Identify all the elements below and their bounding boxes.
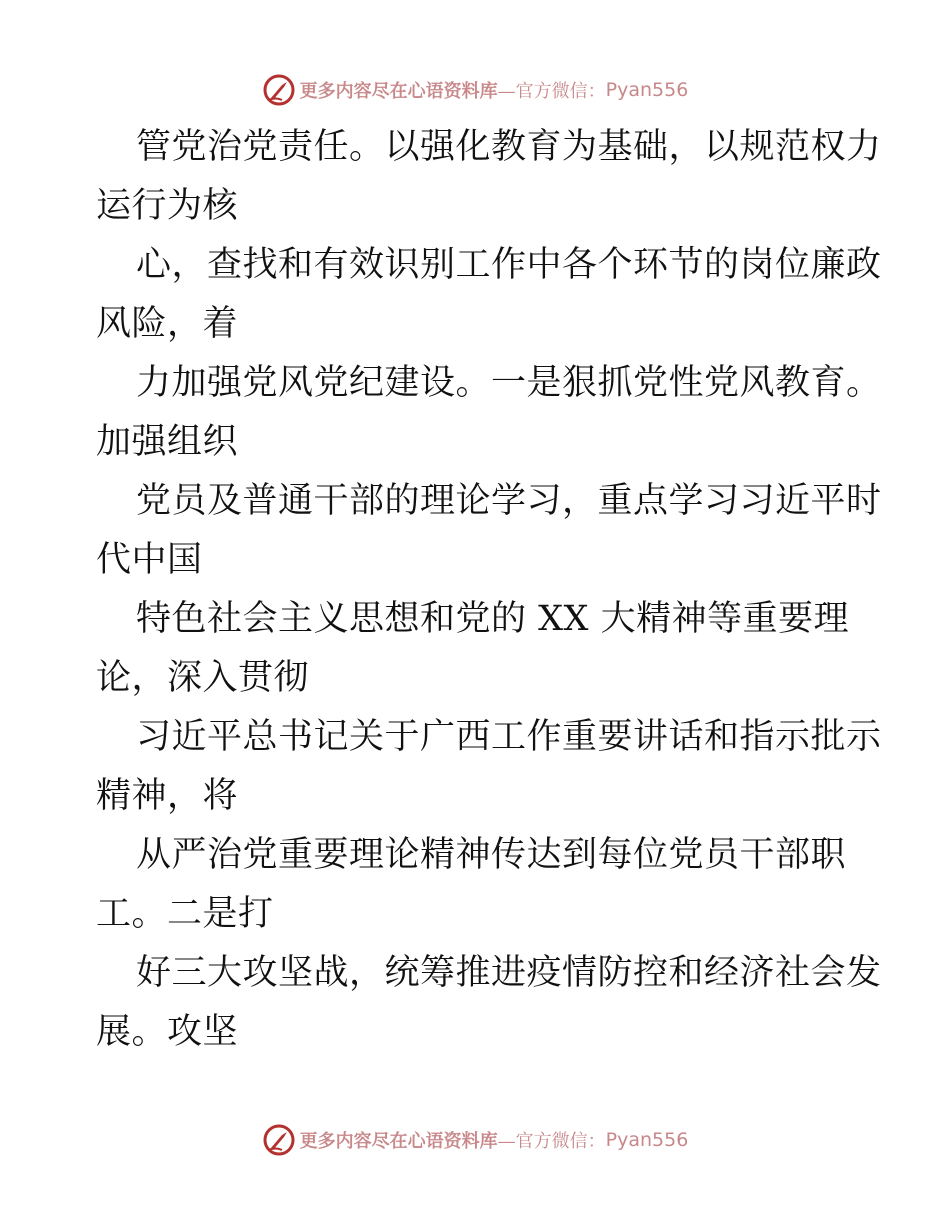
body-line: 运行为核 [96, 186, 239, 226]
pen-nib-logo-icon [262, 1123, 296, 1157]
body-line: 好三大攻坚战，统筹推进疫情防控和经济社会发 [136, 953, 882, 993]
body-line: 心，查找和有效识别工作中各个环节的岗位廉政 [136, 245, 882, 285]
header-banner [0, 70, 950, 110]
body-line: 管党治党责任。以强化教育为基础，以规范权力 [136, 127, 882, 167]
body-line: 力加强党风党纪建设。一是狠抓党性党风教育。 [136, 363, 882, 403]
wechat-id: Pyan556 [605, 1129, 689, 1151]
document-body [96, 118, 882, 1062]
pen-nib-logo-icon [262, 73, 296, 107]
body-line: 习近平总书记关于广西工作重要讲话和指示批示 [136, 717, 882, 757]
body-line: 风险，着 [96, 304, 239, 344]
body-line: 工。二是打 [96, 894, 274, 934]
banner-text: 更多内容尽在心语资料库 [299, 81, 498, 102]
banner-separator: —官方微信： [497, 81, 606, 102]
body-line: 展。攻坚 [96, 1012, 239, 1052]
body-line: 从严治党重要理论精神传达到每位党员干部职 [136, 835, 847, 875]
body-line: 党员及普通干部的理论学习，重点学习习近平时 [136, 481, 882, 521]
body-line: 加强组织 [96, 422, 239, 462]
body-line: 精神，将 [96, 776, 239, 816]
body-line: 代中国 [96, 540, 203, 580]
footer-banner [0, 1120, 950, 1160]
body-line: 特色社会主义思想和党的 XX 大精神等重要理 [136, 599, 850, 639]
body-line: 论，深入贯彻 [96, 658, 310, 698]
banner-text: 更多内容尽在心语资料库 [299, 1131, 498, 1152]
wechat-id: Pyan556 [605, 79, 689, 101]
banner-separator: —官方微信： [497, 1131, 606, 1152]
